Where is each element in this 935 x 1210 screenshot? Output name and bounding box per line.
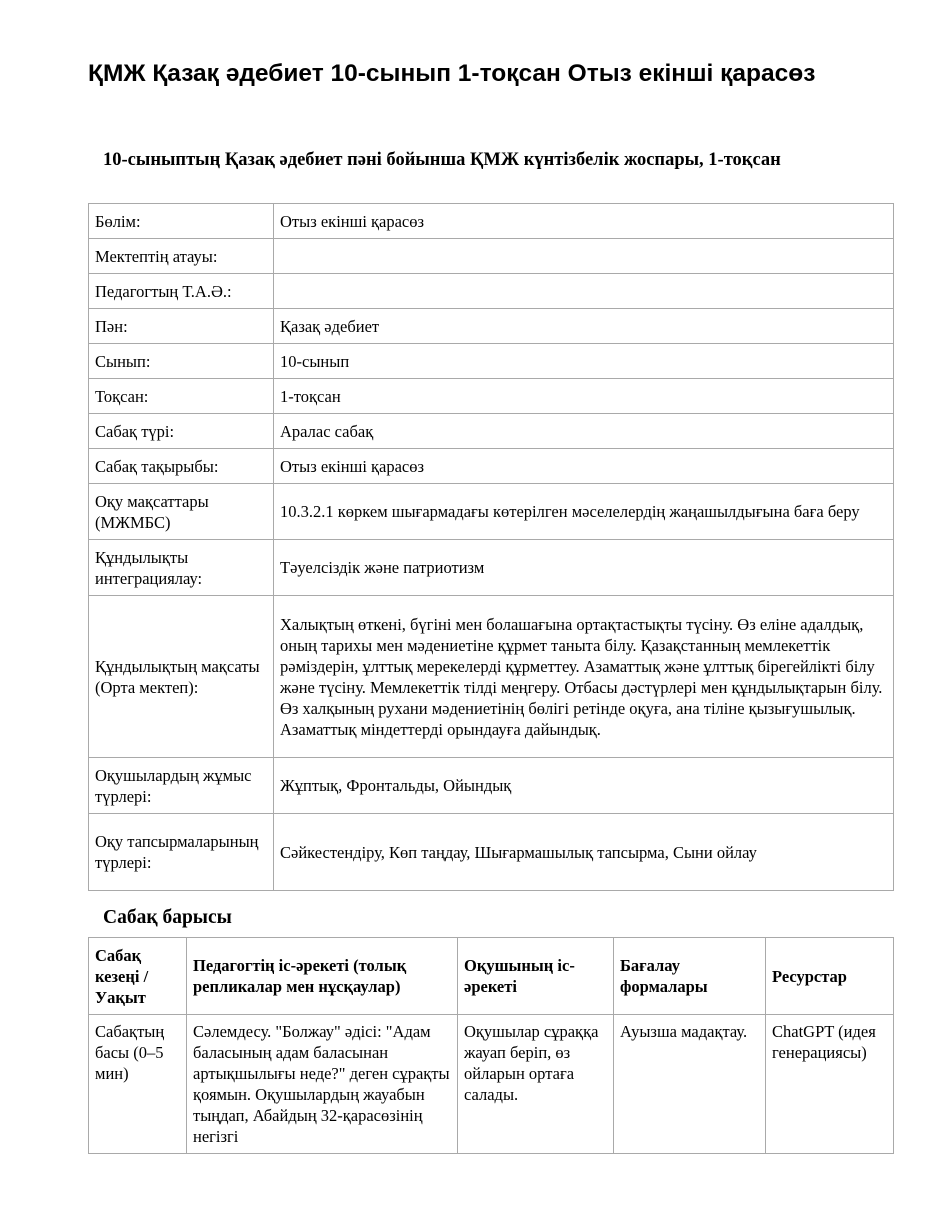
info-row-section — [89, 204, 894, 239]
header-student-activity: Оқушының іс-әрекеті — [458, 938, 614, 1015]
document-title: ҚМЖ Қазақ әдебиет 10-сынып 1-тоқсан Отыз екінші қарасөз — [88, 60, 816, 87]
lesson-progress-table — [88, 937, 894, 1154]
info-label: Құндылықты интеграциялау: — [89, 540, 274, 596]
assessment-cell: Ауызша мадақтау. — [614, 1015, 766, 1154]
lesson-info-table — [88, 203, 894, 891]
info-label: Бөлім: — [89, 204, 274, 239]
info-label: Мектептің атауы: — [89, 239, 274, 274]
info-value: Сәйкестендіру, Көп таңдау, Шығармашылық тапсырма, Сыни ойлау — [274, 814, 894, 891]
info-row-work-types — [89, 758, 894, 814]
student-activity-cell: Оқушылар сұраққа жауап беріп, өз ойларын ортаға салады. — [458, 1015, 614, 1154]
info-value: Тәуелсіздік және патриотизм — [274, 540, 894, 596]
info-row-quarter — [89, 379, 894, 414]
info-value — [274, 239, 894, 274]
info-row-value-integration — [89, 540, 894, 596]
stage-cell: Сабақтың басы (0–5 мин) — [89, 1015, 187, 1154]
info-label: Сабақ түрі: — [89, 414, 274, 449]
info-value: 10.3.2.1 көркем шығармадағы көтерілген мәселелердің жаңашылдығына баға беру — [274, 484, 894, 540]
resources-cell: ChatGPT (идея генерациясы) — [766, 1015, 894, 1154]
info-label: Сабақ тақырыбы: — [89, 449, 274, 484]
table-row — [89, 1015, 894, 1154]
lesson-header-row — [89, 938, 894, 1015]
info-label: Оқу мақсаттары (МЖМБС) — [89, 484, 274, 540]
teacher-activity-cell: Сәлемдесу. "Болжау" әдісі: "Адам баласының адам баласынан артықшылығы неде?" деген сұрақты қоямын. Оқушылардың жауабын тыңдап, Абайдың 32-қарасөзінің негізгі — [187, 1015, 458, 1154]
info-row-value-goal — [89, 596, 894, 758]
info-value: Қазақ әдебиет — [274, 309, 894, 344]
info-value: Аралас сабақ — [274, 414, 894, 449]
info-label: Оқу тапсырмаларының түрлері: — [89, 814, 274, 891]
header-stage: Сабақ кезеңі / Уақыт — [89, 938, 187, 1015]
info-label: Педагогтың Т.А.Ә.: — [89, 274, 274, 309]
info-label: Пән: — [89, 309, 274, 344]
header-resources: Ресурстар — [766, 938, 894, 1015]
info-row-subject — [89, 309, 894, 344]
info-row-learning-objectives — [89, 484, 894, 540]
info-row-lesson-topic — [89, 449, 894, 484]
info-value: Отыз екінші қарасөз — [274, 204, 894, 239]
info-value: 1-тоқсан — [274, 379, 894, 414]
info-label: Сынып: — [89, 344, 274, 379]
info-value — [274, 274, 894, 309]
info-row-lesson-type — [89, 414, 894, 449]
plan-subtitle: 10-сыныптың Қазақ әдебиет пәні бойынша ҚМЖ күнтізбелік жоспары, 1-тоқсан — [103, 150, 781, 170]
info-row-task-types — [89, 814, 894, 891]
info-label: Оқушылардың жұмыс түрлері: — [89, 758, 274, 814]
info-row-grade — [89, 344, 894, 379]
header-teacher-activity: Педагогтің іс-әрекеті (толық репликалар мен нұсқаулар) — [187, 938, 458, 1015]
info-value: Отыз екінші қарасөз — [274, 449, 894, 484]
lesson-progress-title: Сабақ барысы — [103, 907, 232, 928]
info-value: Жұптық, Фронтальды, Ойындық — [274, 758, 894, 814]
info-label: Құндылықтың мақсаты (Орта мектеп): — [89, 596, 274, 758]
header-assessment: Бағалау формалары — [614, 938, 766, 1015]
info-value: Халықтың өткені, бүгіні мен болашағына ортақтастықты түсіну. Өз еліне адалдық, оның тарихы мен мәдениетіне құрмет таныта білу. Қазақстанның мемлекеттік рәміздерін, ұлттық мерекелерді құрметтеу. Азаматтық және ұлттық бірегейлікті білу және түсіну. Мемлекеттік тілді меңгеру. Отбасы дәстүрлері мен құндылықтарын білу. Өз халқының рухани мәдениетінің бөлігі ретінде оқуға, ана тіліне қызығушылық. Азаматтық міндеттерді орындауға дайындық. — [274, 596, 894, 758]
info-value: 10-сынып — [274, 344, 894, 379]
info-row-school — [89, 239, 894, 274]
info-row-teacher — [89, 274, 894, 309]
info-label: Тоқсан: — [89, 379, 274, 414]
